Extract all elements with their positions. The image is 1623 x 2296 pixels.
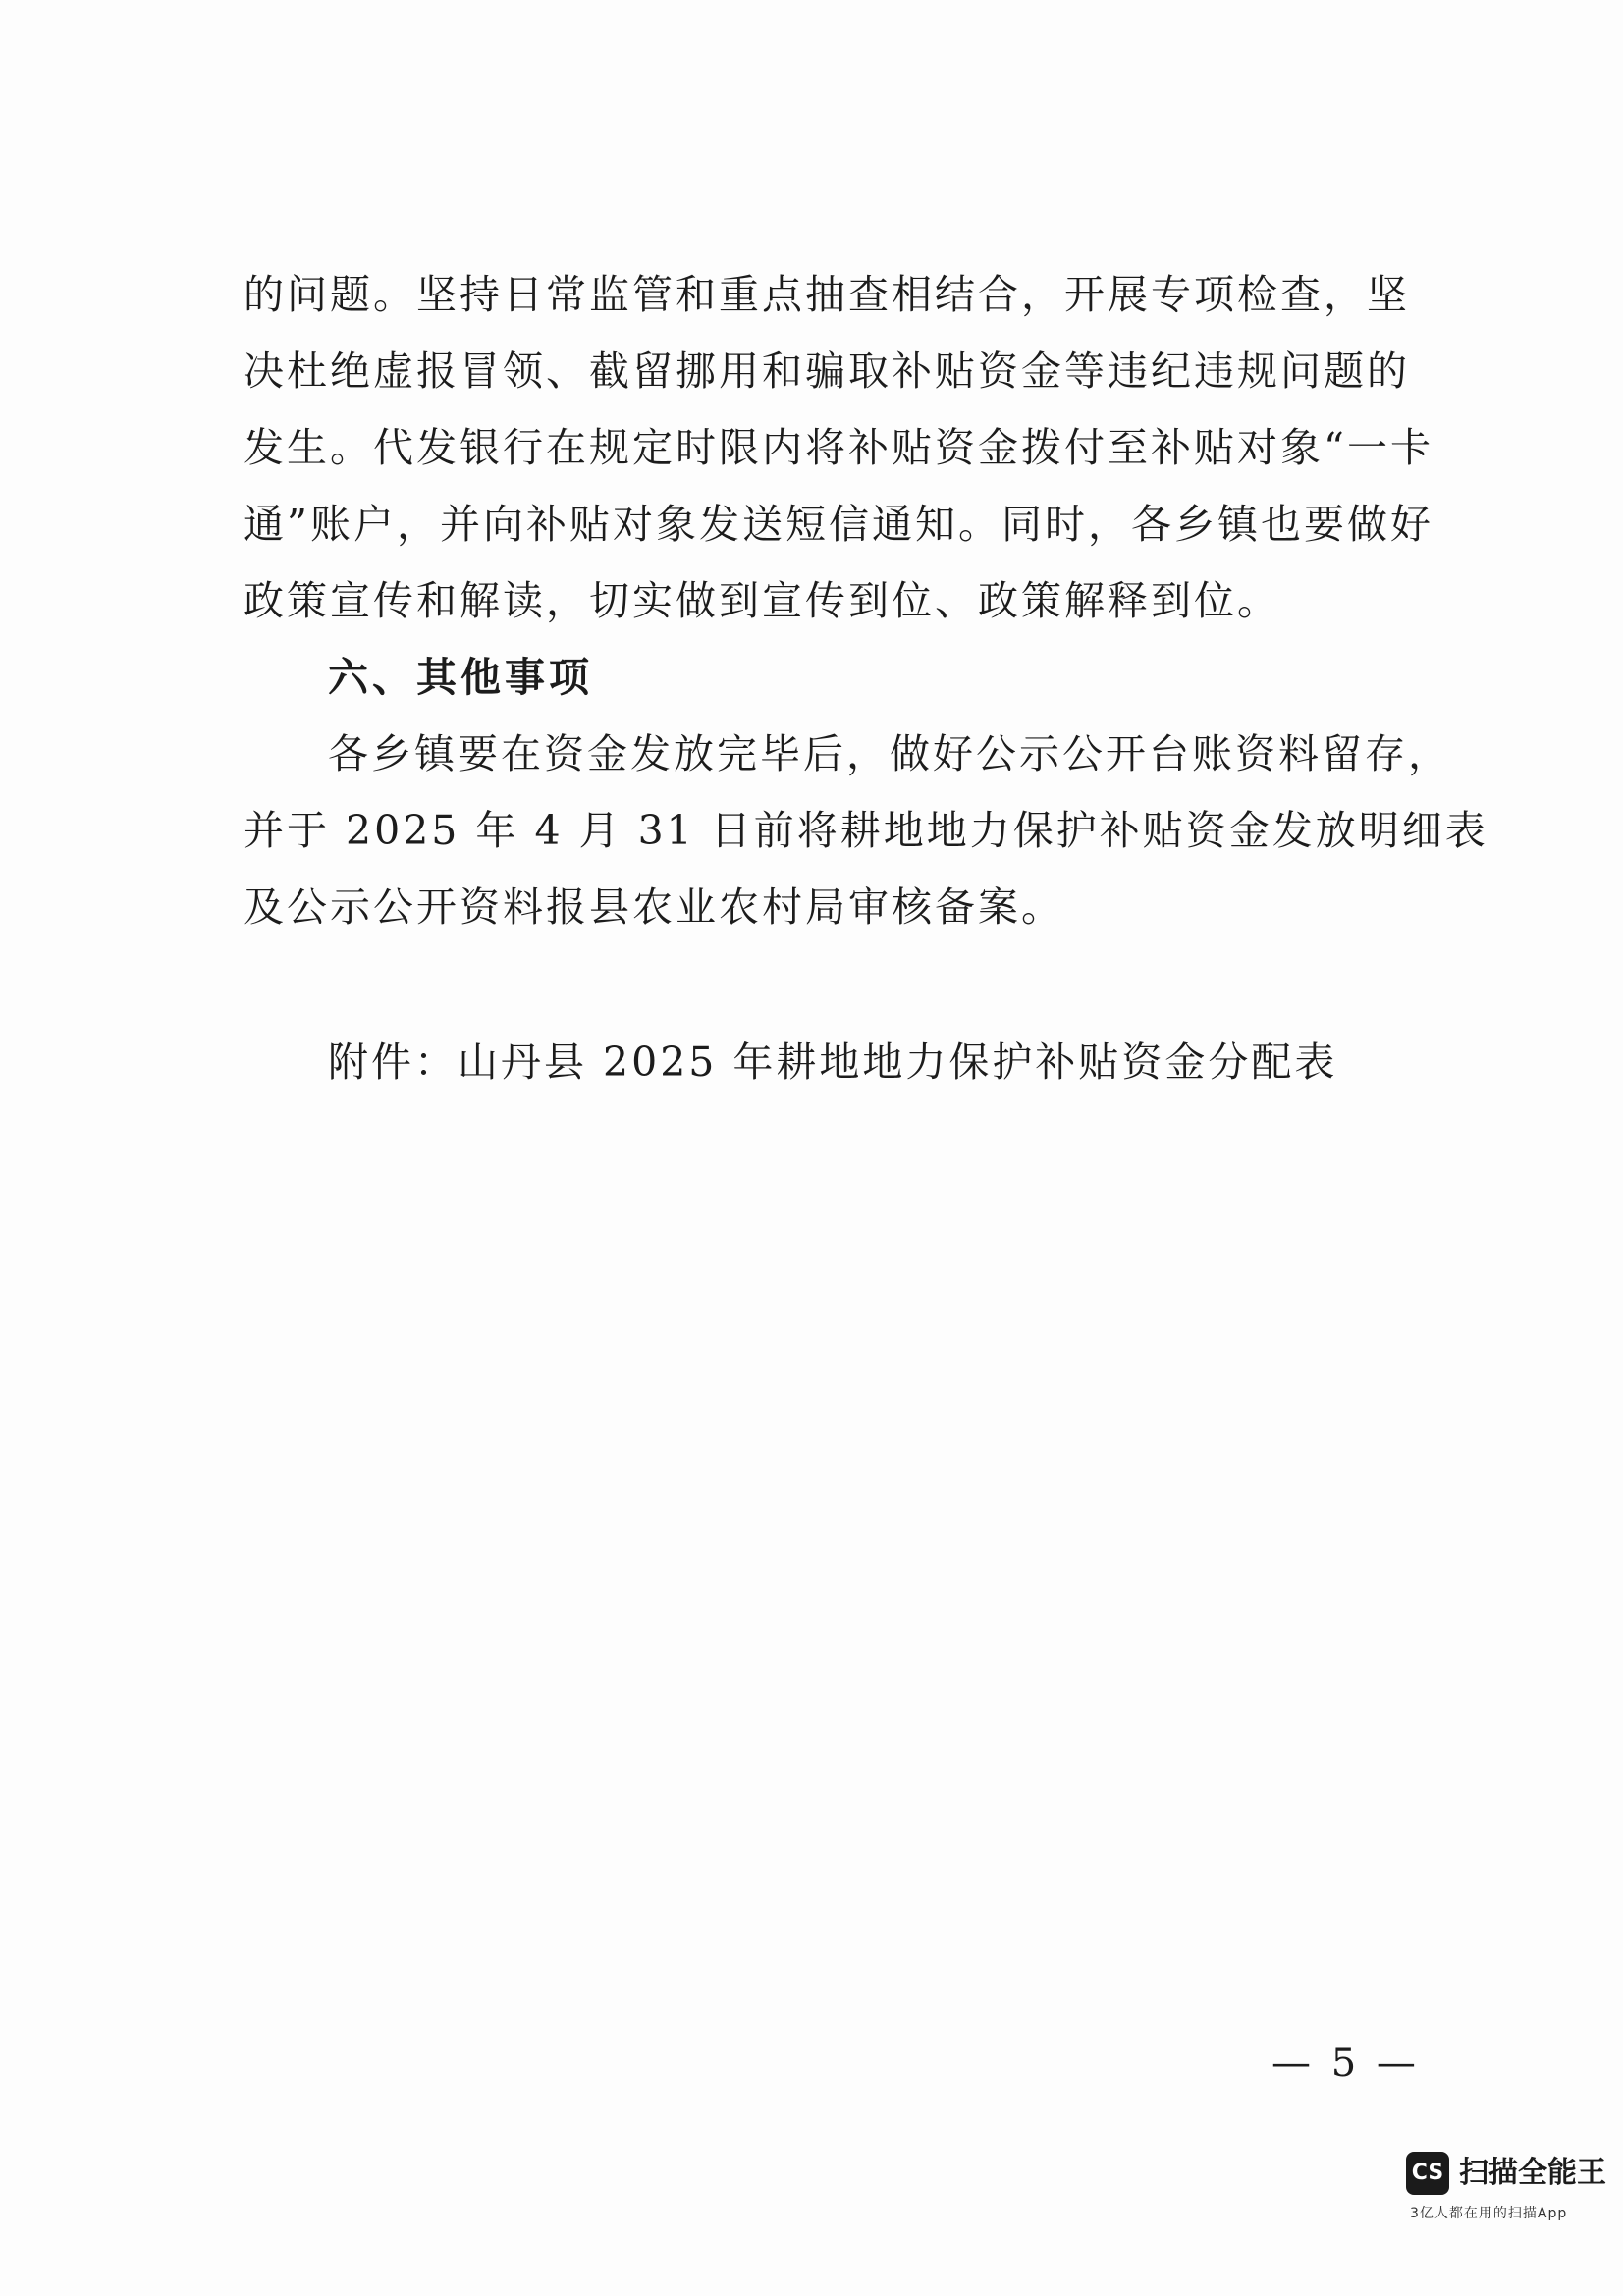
body-line: 各乡镇要在资金发放完毕后，做好公示公开台账资料留存， xyxy=(328,730,1451,777)
scanner-watermark xyxy=(1406,2152,1612,2279)
cs-logo-icon: CS xyxy=(1406,2152,1449,2195)
body-line: 政策宣传和解读，切实做到宣传到位、政策解释到位。 xyxy=(243,577,1280,624)
body-line: 及公示公开资料报县农业农村局审核备案。 xyxy=(243,883,1064,931)
watermark-slogan: 3亿人都在用的扫描App xyxy=(1410,2206,1568,2221)
watermark-app-name: 扫描全能王 xyxy=(1459,2156,1606,2190)
body-line: 的问题。坚持日常监管和重点抽查相结合，开展专项检查，坚 xyxy=(243,271,1410,318)
section-heading: 六、其他事项 xyxy=(328,654,593,701)
page-number: — 5 — xyxy=(1271,2041,1420,2086)
attachment-note: 附件：山丹县 2025 年耕地地力保护补贴资金分配表 xyxy=(328,1039,1338,1086)
body-line: 发生。代发银行在规定时限内将补贴资金拨付至补贴对象“一卡 xyxy=(243,424,1434,471)
body-line: 决杜绝虚报冒领、截留挪用和骗取补贴资金等违纪违规问题的 xyxy=(243,347,1410,395)
body-line: 并于 2025 年 4 月 31 日前将耕地地力保护补贴资金发放明细表 xyxy=(243,807,1488,854)
body-line: 通”账户，并向补贴对象发送短信通知。同时，各乡镇也要做好 xyxy=(243,501,1434,548)
